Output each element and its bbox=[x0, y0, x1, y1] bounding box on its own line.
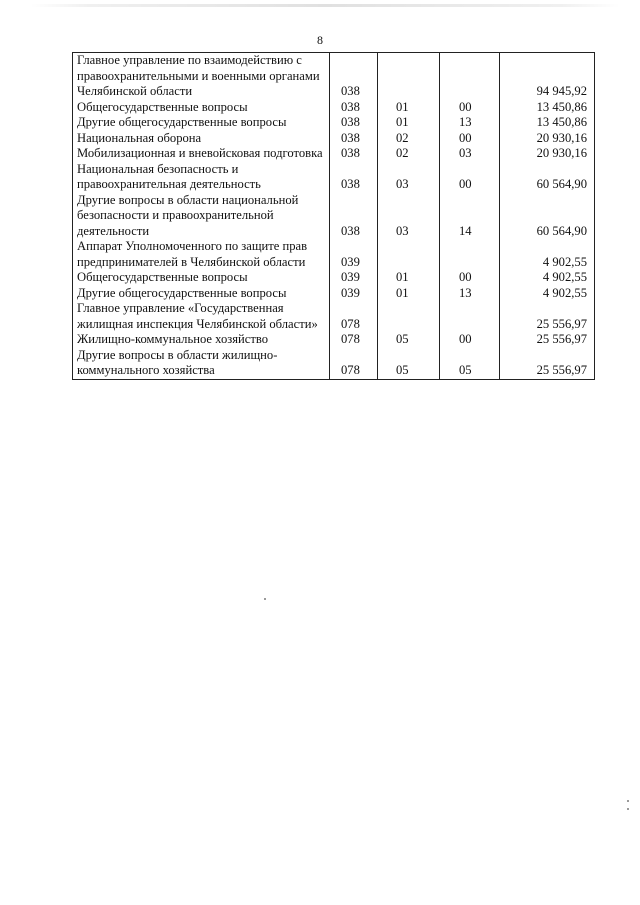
row-section: 01 bbox=[378, 115, 440, 131]
table-row bbox=[73, 286, 595, 302]
row-subsection: 05 bbox=[440, 348, 500, 380]
row-subsection: 13 bbox=[440, 286, 500, 302]
row-code: 039 bbox=[330, 286, 378, 302]
row-code: 078 bbox=[330, 301, 378, 332]
row-code: 078 bbox=[330, 348, 378, 380]
row-subsection: 00 bbox=[440, 100, 500, 116]
scan-speck bbox=[627, 808, 629, 810]
row-section bbox=[378, 239, 440, 270]
row-section bbox=[378, 53, 440, 100]
row-subsection bbox=[440, 53, 500, 100]
table-row bbox=[73, 348, 595, 380]
scan-speck bbox=[264, 598, 266, 600]
row-amount: 94 945,92 bbox=[500, 53, 595, 100]
row-name: Главное управление «Государственная жилищная инспекция Челябинской области» bbox=[73, 301, 330, 332]
row-subsection: 14 bbox=[440, 193, 500, 240]
row-section: 02 bbox=[378, 146, 440, 162]
row-subsection: 03 bbox=[440, 146, 500, 162]
table-row bbox=[73, 301, 595, 332]
table-row bbox=[73, 270, 595, 286]
table-row bbox=[73, 100, 595, 116]
row-section: 03 bbox=[378, 162, 440, 193]
row-code: 039 bbox=[330, 239, 378, 270]
row-name: Другие вопросы в области жилищно-коммунального хозяйства bbox=[73, 348, 330, 380]
table-row bbox=[73, 146, 595, 162]
table-row bbox=[73, 131, 595, 147]
row-name: Другие вопросы в области национальной безопасности и правоохранительной деятельности bbox=[73, 193, 330, 240]
row-amount: 4 902,55 bbox=[500, 239, 595, 270]
row-name: Главное управление по взаимодействию с правоохранительными и военными органами Челябинской области bbox=[73, 53, 330, 100]
budget-table bbox=[72, 52, 595, 380]
row-name: Аппарат Уполномоченного по защите прав предпринимателей в Челябинской области bbox=[73, 239, 330, 270]
row-section: 05 bbox=[378, 348, 440, 380]
row-subsection: 00 bbox=[440, 270, 500, 286]
row-subsection bbox=[440, 239, 500, 270]
row-subsection bbox=[440, 301, 500, 332]
row-amount: 25 556,97 bbox=[500, 348, 595, 380]
row-name: Общегосударственные вопросы bbox=[73, 100, 330, 116]
row-subsection: 13 bbox=[440, 115, 500, 131]
row-amount: 25 556,97 bbox=[500, 332, 595, 348]
table-row bbox=[73, 193, 595, 240]
scan-speck bbox=[627, 800, 629, 802]
row-amount: 20 930,16 bbox=[500, 146, 595, 162]
row-name: Другие общегосударственные вопросы bbox=[73, 286, 330, 302]
row-name: Национальная оборона bbox=[73, 131, 330, 147]
table-row bbox=[73, 53, 595, 100]
row-section: 01 bbox=[378, 100, 440, 116]
row-name: Мобилизационная и вневойсковая подготовка bbox=[73, 146, 330, 162]
row-amount: 20 930,16 bbox=[500, 131, 595, 147]
row-amount: 4 902,55 bbox=[500, 286, 595, 302]
row-subsection: 00 bbox=[440, 131, 500, 147]
row-code: 038 bbox=[330, 162, 378, 193]
table-row bbox=[73, 162, 595, 193]
row-amount: 13 450,86 bbox=[500, 115, 595, 131]
row-name: Жилищно-коммунальное хозяйство bbox=[73, 332, 330, 348]
row-code: 038 bbox=[330, 115, 378, 131]
row-amount: 13 450,86 bbox=[500, 100, 595, 116]
row-amount: 60 564,90 bbox=[500, 162, 595, 193]
row-amount: 4 902,55 bbox=[500, 270, 595, 286]
table-row bbox=[73, 239, 595, 270]
row-section: 03 bbox=[378, 193, 440, 240]
scan-artifact-streak bbox=[30, 4, 620, 7]
row-amount: 60 564,90 bbox=[500, 193, 595, 240]
row-subsection: 00 bbox=[440, 162, 500, 193]
table-row bbox=[73, 332, 595, 348]
row-code: 038 bbox=[330, 100, 378, 116]
row-code: 038 bbox=[330, 131, 378, 147]
row-name: Другие общегосударственные вопросы bbox=[73, 115, 330, 131]
row-section: 02 bbox=[378, 131, 440, 147]
row-code: 038 bbox=[330, 53, 378, 100]
row-name: Национальная безопасность и правоохранительная деятельность bbox=[73, 162, 330, 193]
table-row bbox=[73, 115, 595, 131]
row-name: Общегосударственные вопросы bbox=[73, 270, 330, 286]
row-section bbox=[378, 301, 440, 332]
row-code: 038 bbox=[330, 193, 378, 240]
page-number: 8 bbox=[317, 33, 323, 47]
row-section: 01 bbox=[378, 270, 440, 286]
row-section: 01 bbox=[378, 286, 440, 302]
row-code: 078 bbox=[330, 332, 378, 348]
row-code: 039 bbox=[330, 270, 378, 286]
row-section: 05 bbox=[378, 332, 440, 348]
row-amount: 25 556,97 bbox=[500, 301, 595, 332]
row-code: 038 bbox=[330, 146, 378, 162]
row-subsection: 00 bbox=[440, 332, 500, 348]
